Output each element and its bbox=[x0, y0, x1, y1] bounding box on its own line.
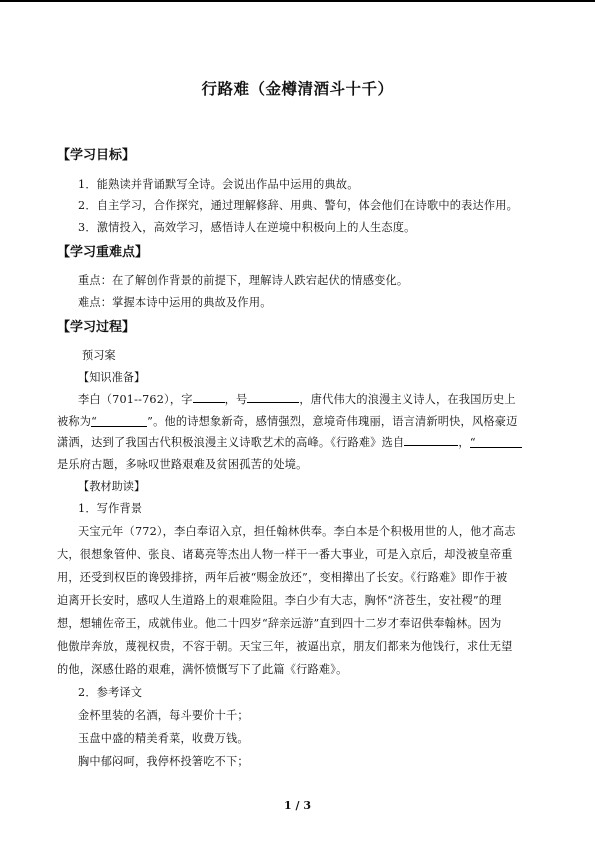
background-line: 大，很想象管仲、张良、诸葛亮等杰出人物一样干一番大事业，可是入京后，却没被皇帝重 bbox=[57, 548, 513, 561]
keypoint-item: 难点：掌握本诗中运用的典故及作用。 bbox=[78, 296, 272, 309]
page-title: 行路难（金樽清酒斗十千） bbox=[201, 80, 394, 98]
open-quote: “ bbox=[91, 415, 98, 428]
fill-blank[interactable] bbox=[193, 391, 225, 403]
textbook-heading: 【教材助读】 bbox=[78, 480, 146, 493]
translation-line: 胸中郁闷呵，我停杯投箸吃不下； bbox=[78, 755, 249, 768]
knowledge-heading: 【知识准备】 bbox=[78, 371, 146, 384]
background-line: 的他，深感仕路的艰难，满怀愤慨写下了此篇《行路难》。 bbox=[57, 663, 348, 676]
fill-blank[interactable] bbox=[91, 415, 147, 427]
top-border-line bbox=[0, 0, 595, 2]
objective-item: 2．自主学习，合作探究，通过理解修辞、用典、警句，体会他们在诗歌中的表达作用。 bbox=[78, 199, 519, 212]
open-quote: “ bbox=[469, 436, 476, 449]
knowledge-line-4: 是乐府古题，多咏叹世路艰难及贫困孤苦的处境。 bbox=[57, 458, 308, 471]
knowledge-text: 潇洒，达到了我国古代积极浪漫主义诗歌艺术的高峰。《行路难》选自 bbox=[57, 436, 405, 449]
section-heading-process: 【学习过程】 bbox=[57, 320, 136, 335]
knowledge-text: ，号 bbox=[224, 393, 248, 406]
background-line: 天宝元年（772），李白奉诏入京，担任翰林供奉。李白本是个积极用世的人，他才高志 bbox=[78, 525, 516, 538]
background-line: 他傲岸奔放，蔑视权贵，不容于朝。天宝三年，被逼出京，朋友们都来为他饯行，求仕无望 bbox=[57, 640, 513, 653]
fill-blank[interactable] bbox=[404, 434, 458, 446]
keypoint-item: 重点：在了解创作背景的前提下，理解诗人跌宕起伏的情感变化。 bbox=[78, 274, 409, 287]
section-heading-keypoints: 【学习重难点】 bbox=[57, 245, 149, 260]
preview-label: 预习案 bbox=[82, 349, 116, 362]
translation-heading: 2．参考译文 bbox=[78, 686, 143, 699]
background-line: 迫离开长安时，感叹人生道路上的艰难险阻。李白少有大志，胸怀“济苍生，安社稷”的理 bbox=[57, 594, 502, 607]
background-line: 想，想辅佐帝王，成就伟业。他二十四岁“辞亲远游”直到四十二岁才奉诏供奉翰林。因为 bbox=[57, 617, 502, 630]
translation-line: 金杯里装的名酒，每斗要价十千； bbox=[78, 709, 249, 722]
fill-blank[interactable] bbox=[470, 436, 522, 448]
knowledge-text: ”。他的诗想象新奇，感情强烈，意境奇伟瑰丽，语言清新明快，风格豪迈 bbox=[147, 415, 518, 428]
background-heading: 1．写作背景 bbox=[78, 502, 143, 515]
knowledge-text: 李白（701--762），字 bbox=[78, 393, 193, 406]
knowledge-line-1 bbox=[78, 391, 516, 407]
objective-item: 3．激情投入，高效学习，感悟诗人在逆境中积极向上的人生态度。 bbox=[78, 221, 416, 234]
knowledge-line-2 bbox=[57, 413, 518, 429]
knowledge-text: 被称为 bbox=[57, 415, 92, 428]
knowledge-text: ，唐代伟大的浪漫主义诗人，在我国历史上 bbox=[299, 393, 516, 406]
fill-blank[interactable] bbox=[247, 391, 299, 403]
translation-line: 玉盘中盛的精美肴菜，收费万钱。 bbox=[78, 732, 249, 745]
knowledge-text: ， bbox=[458, 436, 470, 449]
background-line: 用，还受到权臣的谗毁排挤，两年后被“赐金放还”，变相撵出了长安。《行路难》即作于被 bbox=[57, 571, 508, 584]
knowledge-line-3 bbox=[57, 434, 522, 450]
section-heading-objectives: 【学习目标】 bbox=[57, 148, 136, 163]
objective-item: 1．能熟读并背诵默写全诗。会说出作品中运用的典故。 bbox=[78, 178, 359, 191]
page-number: 1 / 3 bbox=[284, 799, 311, 812]
